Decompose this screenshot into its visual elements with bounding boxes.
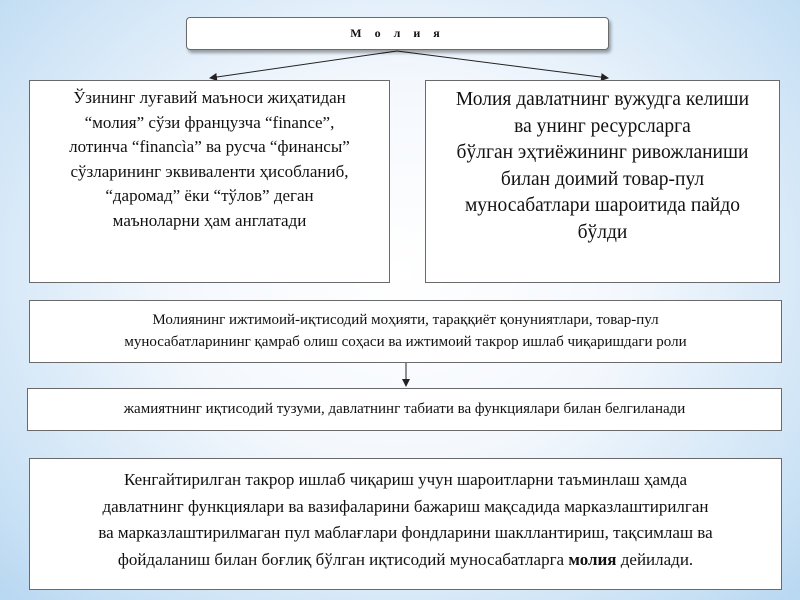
definition-line: ва марказлаштирилмаган пул маблағлари фондларини шакллантириш, тақсимлаш ва	[98, 523, 713, 542]
definition-line: Кенгайтирилган такрор ишлаб чиқариш учун шароитларни таъминлаш ҳамда	[123, 470, 688, 489]
definition-last-line	[30, 547, 781, 574]
etymology-line: сўзларининг эквиваленти ҳисобланиб,	[70, 161, 349, 181]
etymology-line: “даромад” ёки “тўлов” деган	[105, 186, 314, 205]
etymology-line: Ўзининг луғавий маъноси жиҳатидан	[73, 88, 346, 107]
etymology-line: лотинча “financìa” ва русча “финансы”	[69, 137, 350, 156]
origin-line: Молия давлатнинг вужудга келиши	[455, 89, 750, 110]
definition-box	[29, 458, 782, 590]
title-text: М о л и я	[350, 26, 445, 40]
determination-box	[27, 388, 782, 431]
etymology-box	[29, 80, 390, 283]
origin-line: ва унинг ресурсларга	[514, 115, 691, 137]
etymology-line: маъноларни ҳам англатади	[112, 210, 307, 230]
arrow-to-origin	[397, 51, 608, 78]
title-box	[186, 17, 609, 50]
essence-box	[29, 300, 782, 363]
essence-line: Молиянинг ижтимоий-иқтисодий моҳияти, тараққиёт қонуниятлари, товар-пул	[152, 312, 659, 328]
essence-line: муносабатларининг қамраб олиш соҳаси ва ижтимоий такрор ишлаб чиқаришдаги роли	[124, 334, 687, 350]
origin-line: муносабатлари шароитида пайдо	[464, 195, 741, 216]
arrow-to-etymology	[210, 51, 397, 78]
determination-text: жамиятнинг иқтисодий тузуми, давлатнинг табиати ва функциялари билан белгиланади	[123, 401, 686, 417]
etymology-line: “молия” сўзи французча “finance”,	[84, 112, 335, 132]
origin-line: бўлган эҳтиёжининг ривожланиши	[456, 142, 749, 163]
definition-prefix: фойдаланиш билан боғлиқ бўлган иқтисодий муносабатларга	[117, 549, 569, 569]
origin-box	[425, 80, 780, 283]
definition-suffix: дейилади.	[616, 549, 694, 569]
definition-line: давлатнинг функциялари ва вазифаларини бажариш мақсадида марказлаштирилган	[102, 496, 709, 516]
origin-line: бўлди	[577, 221, 628, 243]
origin-line: билан доимий товар-пул	[500, 168, 705, 190]
definition-term: молия	[568, 549, 617, 569]
